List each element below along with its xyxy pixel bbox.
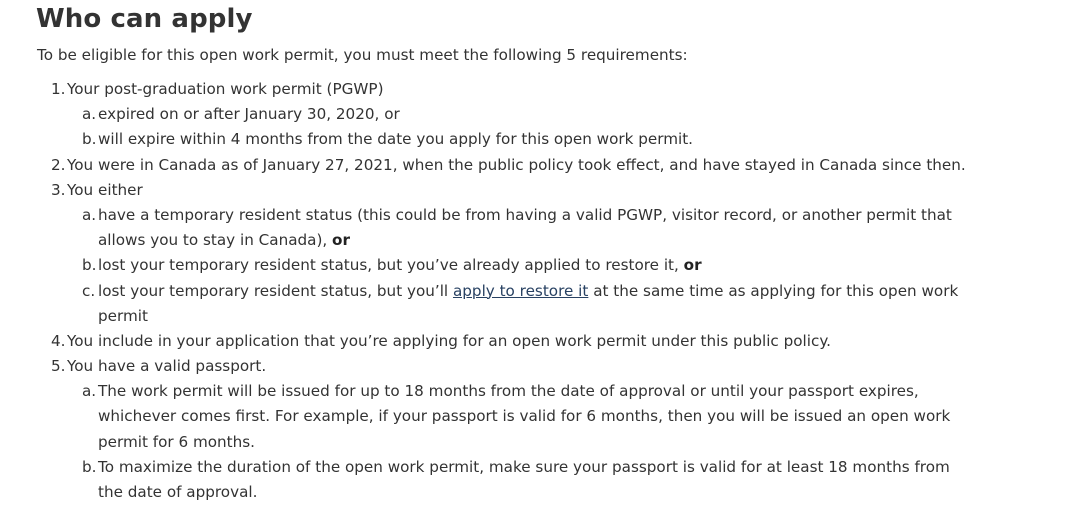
list-number: 4. — [51, 331, 66, 350]
sub-item-5a-continued — [0, 430, 1080, 455]
requirements-list — [0, 77, 1080, 505]
sub-item-3c — [0, 279, 1080, 304]
intro-text: To be eligible for this open work permit, you must meet the following 5 requirements: — [37, 46, 688, 64]
sub-item-text: permit for 6 months. — [98, 432, 255, 451]
sub-letter: b. — [82, 130, 97, 149]
sub-item-text: the date of approval. — [98, 483, 258, 501]
apply-to-restore-link[interactable]: apply to restore it — [452, 281, 589, 300]
sub-item-text-wrap — [98, 279, 958, 304]
conjunction-or: or — [332, 231, 350, 250]
list-item-2 — [0, 153, 1080, 178]
sub-item-text: at the same time as applying for this open work — [593, 281, 959, 300]
list-item-5 — [0, 354, 1080, 379]
list-item-text: You either — [67, 180, 143, 199]
sub-item-5a-continued — [0, 404, 1080, 429]
sub-letter: a. — [82, 382, 97, 401]
sub-item-5a — [0, 379, 1080, 404]
list-item-text: Your post-graduation work permit (PGWP) — [67, 80, 384, 98]
sub-item-text: have a temporary resident status (this could be from having a valid PGWP, visitor record, or another permit that — [98, 205, 952, 224]
sub-item-1a — [0, 102, 1080, 127]
sub-letter: a. — [82, 205, 97, 224]
list-item-3 — [0, 178, 1080, 203]
list-number: 3. — [51, 180, 66, 199]
sub-item-text: The work permit will be issued for up to 18 months from the date of approval or until your passport expires, — [98, 382, 919, 401]
list-number: 2. — [51, 155, 66, 174]
list-item-text: You include in your application that you’re applying for an open work permit under this public policy. — [67, 331, 831, 350]
list-number: 5. — [51, 357, 66, 376]
sub-letter: a. — [82, 105, 97, 124]
sub-item-text: lost your temporary resident status, but you’ll — [98, 281, 449, 300]
sub-item-5b — [0, 455, 1080, 480]
list-item-text: You have a valid passport. — [67, 357, 267, 376]
page-title: Who can apply — [36, 4, 253, 34]
sub-item-1b — [0, 127, 1080, 152]
sub-item-3a — [0, 203, 1080, 228]
conjunction-or: or — [683, 256, 702, 275]
sub-item-text: lost your temporary resident status, but you’ve already applied to restore it, — [98, 256, 679, 275]
list-item-text: You were in Canada as of January 27, 2021, when the public policy took effect, and have stayed in Canada since then. — [67, 155, 966, 174]
sub-item-5b-continued — [0, 480, 1080, 505]
sub-letter: b. — [82, 256, 97, 275]
sub-letter: b. — [82, 457, 97, 476]
sub-item-text-wrap — [98, 228, 350, 253]
sub-item-3b — [0, 253, 1080, 278]
sub-item-text-wrap — [98, 253, 702, 278]
sub-item-text: will expire within 4 months from the date you apply for this open work permit. — [98, 130, 694, 149]
list-item-4 — [0, 329, 1080, 354]
list-number: 1. — [51, 80, 66, 98]
sub-item-text: expired on or after January 30, 2020, or — [98, 105, 400, 124]
sub-item-3a-continued — [0, 228, 1080, 253]
sub-letter: c. — [82, 281, 96, 300]
list-item-1 — [0, 77, 1080, 102]
sub-item-text: permit — [98, 306, 148, 325]
sub-item-text: allows you to stay in Canada), — [98, 231, 328, 250]
sub-item-text: whichever comes first. For example, if your passport is valid for 6 months, then you will be issued an open work — [98, 407, 951, 426]
sub-item-3c-continued — [0, 304, 1080, 329]
sub-item-text: To maximize the duration of the open work permit, make sure your passport is valid for at least 18 months from — [98, 457, 950, 476]
